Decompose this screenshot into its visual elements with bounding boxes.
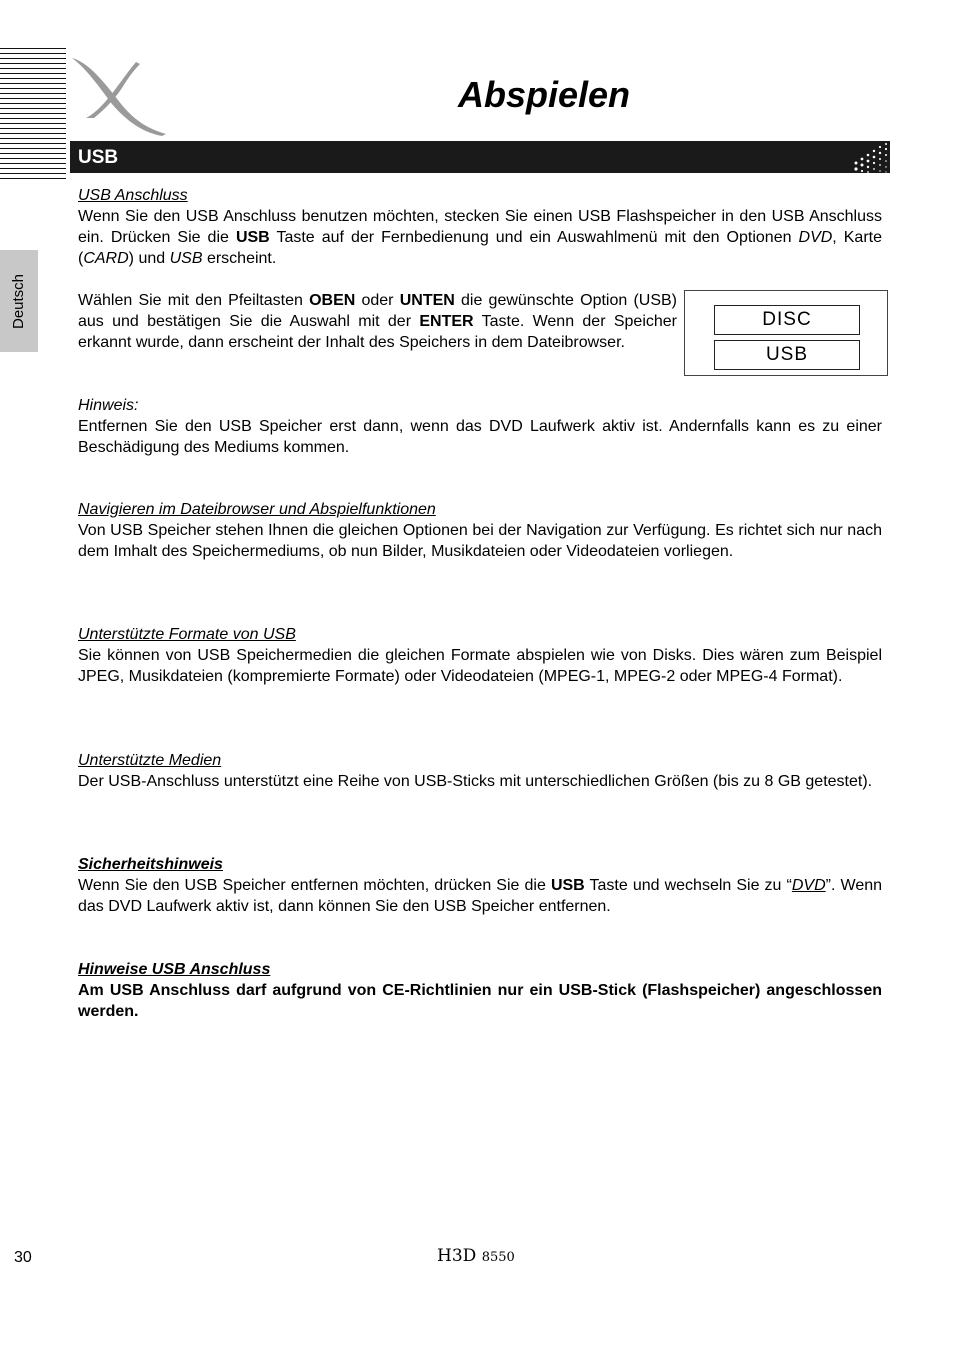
sicherheit-section (78, 854, 882, 917)
halftone-dots-icon (848, 141, 890, 173)
model-name: H3D 8550 (437, 1246, 515, 1266)
page-title: Abspielen (458, 74, 631, 115)
menu-item-usb: USB (714, 340, 860, 370)
formate-text: Sie können von USB Speichermedien die gleichen Formate abspielen wie von Disks. Dies wären zum Beispiel JPEG, Musikdateien (kompremierte Formate) oder Videodateien (MPEG-1, MPEG-2 oder MPEG-4 Format). (78, 647, 882, 685)
navigieren-section (78, 499, 882, 562)
usb-anschluss-heading: USB Anschluss (78, 187, 188, 204)
hinweis-text: Entfernen Sie den USB Speicher erst dann, wenn das DVD Laufwerk aktiv ist. Andernfalls kann es zu einer Beschädigung des Mediums kommen. (78, 418, 882, 456)
sicherheit-text: Wenn Sie den USB Speicher entfernen möchten, drücken Sie die USB Taste und wechseln Sie zu “DVD”. Wenn das DVD Laufwerk aktiv ist, dann können Sie den USB Speicher entfernen. (78, 877, 883, 915)
navigieren-text: Von USB Speicher stehen Ihnen die gleichen Optionen bei der Navigation zur Verfügung. Es richtet sich nur nach dem Imhalt des Speichermediums, ob nun Bilder, Musikdateien oder Videodateien vorliegen. (78, 522, 882, 560)
medien-text: Der USB-Anschluss unterstützt eine Reihe von USB-Sticks mit unterschiedlichen Größen (bis zu 8 GB getestet). (78, 773, 873, 790)
formate-heading: Unterstützte Formate von USB (78, 626, 296, 643)
language-tab-label: Deutsch (10, 273, 28, 329)
page-number: 30 (14, 1249, 32, 1266)
usb-selection-paragraph: Wählen Sie mit den Pfeiltasten OBEN oder UNTEN die gewünschte Option (USB) aus und bestätigen Sie die Auswahl mit der ENTER Taste. Wenn der Speicher erkannt wurde, dann erscheint der Inhalt des Speichers in dem Dateibrowser. (78, 292, 678, 351)
navigieren-heading: Navigieren im Dateibrowser und Abspielfunktionen (78, 501, 436, 518)
brand-logo-icon (66, 52, 168, 138)
medien-section (78, 750, 882, 792)
usb-anschluss-section (78, 185, 882, 269)
hinweise-usb-section (78, 959, 882, 1022)
hinweis-section (78, 395, 882, 458)
medien-heading: Unterstützte Medien (78, 752, 222, 769)
header-stripes (0, 48, 66, 180)
hinweis-heading: Hinweis: (78, 397, 139, 414)
formate-section (78, 624, 882, 687)
sicherheit-heading: Sicherheitshinweis (78, 856, 223, 873)
usb-anschluss-paragraph: Wenn Sie den USB Anschluss benutzen möchten, stecken Sie einen USB Flashspeicher in den USB Anschluss ein. Drücken Sie die USB Taste auf der Fernbedienung und ein Auswahlmenü mit den Optionen DVD, Karte (CARD) und USB erscheint. (78, 208, 883, 267)
hinweise-usb-text: Am USB Anschluss darf aufgrund von CE-Richtlinien nur ein USB-Stick (Flashspeicher) angeschlossen werden. (78, 982, 882, 1020)
section-title: USB (78, 147, 119, 168)
section-header-bar (70, 141, 890, 173)
selection-menu (684, 290, 888, 376)
menu-item-disc: DISC (714, 305, 860, 335)
hinweise-usb-heading: Hinweise USB Anschluss (78, 961, 271, 978)
